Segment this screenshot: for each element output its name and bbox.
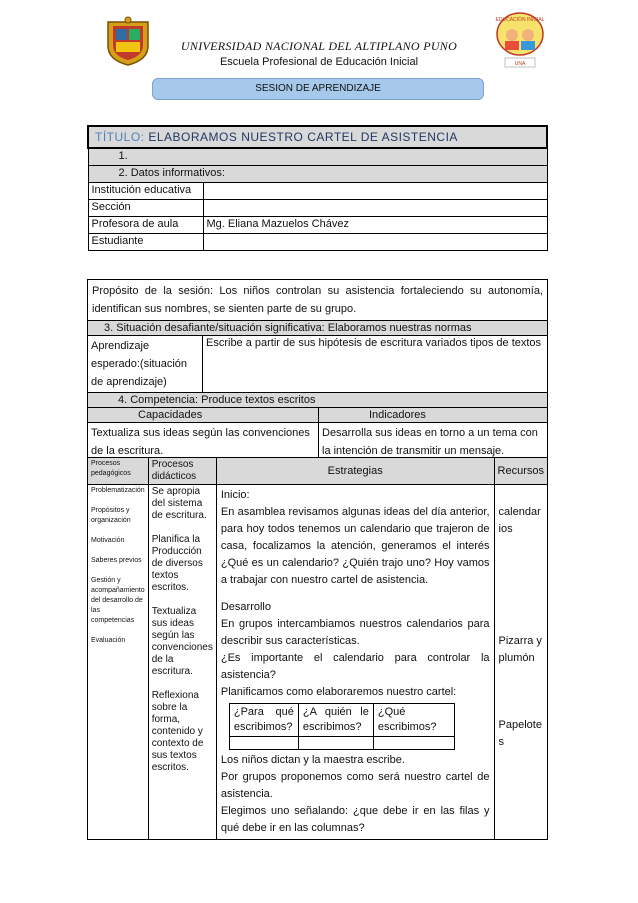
capacities-value: Textualiza sus ideas según las convenciones de la escritura. <box>88 423 319 462</box>
resource-item: Pizarra y plumón <box>498 635 542 664</box>
ped-item: Saberes previos <box>91 557 142 564</box>
resources-cell <box>494 485 547 840</box>
capacities-header: Capacidades <box>88 408 319 423</box>
plan-col: ¿Para qué escribimos? <box>229 704 298 737</box>
info-value <box>203 183 547 200</box>
title-row <box>88 126 547 148</box>
pedagogical-processes-cell <box>88 485 149 840</box>
strategies-cell <box>216 485 494 840</box>
university-title: UNIVERSIDAD NACIONAL DEL ALTIPLANO PUNO <box>180 39 458 53</box>
indicators-header: Indicadores <box>319 408 548 423</box>
expected-value: Escribe a partir de sus hipótesis de escritura variados tipos de textos <box>203 336 548 393</box>
groups-paragraph: Por grupos proponemos como será nuestro cartel de asistencia. <box>220 771 490 800</box>
info-label: Sección <box>88 200 203 217</box>
session-banner: SESION DE APRENDIZAJE <box>152 78 484 100</box>
plan-col: ¿A quién le escribimos? <box>298 704 373 737</box>
info-label: Profesora de aula <box>88 217 203 234</box>
did-item: Planifica la Producción de diversos textos escritos. <box>151 534 203 593</box>
ped-item: Problematización <box>91 487 145 494</box>
info-value <box>203 234 547 251</box>
ped-item: Propósitos y organización <box>91 507 131 524</box>
header-procesos-didacticos: Procesos didácticos <box>148 458 216 485</box>
info-row <box>88 200 547 217</box>
strategy-table <box>87 457 548 840</box>
info-row <box>88 183 547 200</box>
info-label: Estudiante <box>88 234 203 251</box>
resource-item: calendarios <box>498 506 541 535</box>
dictation-paragraph: Los niños dictan y la maestra escribe. <box>220 754 405 766</box>
title-label: TÍTULO: <box>95 130 145 144</box>
inicio-heading: Inicio: <box>220 489 250 501</box>
purpose-table <box>87 279 548 462</box>
did-item: Se apropia del sistema de escritura. <box>151 486 207 521</box>
item2: 2. Datos informativos: <box>88 166 547 183</box>
indicators-value: Desarrolla sus ideas en torno a un tema con la intención de transmitir un mensaje. <box>319 423 548 462</box>
info-value <box>203 200 547 217</box>
plan-empty-cell <box>373 737 454 750</box>
logo-text: EDUCACIÓN INICIAL <box>495 17 545 23</box>
didactic-processes-cell <box>148 485 216 840</box>
item1-row <box>88 148 547 166</box>
did-item: Textualiza sus ideas según las convenciones de la escritura. <box>151 606 213 677</box>
planning-paragraph: Planificamos como elaboraremos nuestro cartel: <box>220 686 457 698</box>
plan-empty-cell <box>229 737 298 750</box>
did-item: Reflexiona sobre la forma, contenido y contexto de sus textos escritos. <box>151 690 204 773</box>
question-paragraph: ¿Es importante el calendario para controlar la asistencia? <box>220 652 490 681</box>
ped-item: Motivación <box>91 537 125 544</box>
inicio-paragraph: En asamblea revisamos algunas ideas del día anterior, para hoy todos tenemos un calendario que trajeron de casa, focalizamos la atención, generamos el interés ¿Qué es un calendario? ¿Quién trajo uno? Hoy vamos a trabajar con nuestro cartel de asistencia. <box>220 506 490 586</box>
expected-label: Aprendizaje esperado:(situación de aprendizaje) <box>88 336 203 393</box>
item1: 1. <box>88 148 547 166</box>
planning-table <box>229 703 455 750</box>
resource-item: Papelotes <box>498 719 542 748</box>
item2-row <box>88 166 547 183</box>
plan-col: ¿Qué escribimos? <box>373 704 454 737</box>
info-row <box>88 217 547 234</box>
info-label: Institución educativa <box>88 183 203 200</box>
item3: 3. Situación desafiante/situación significativa: Elaboramos nuestras normas <box>88 321 548 336</box>
info-value: Mg. Eliana Mazuelos Chávez <box>203 217 547 234</box>
header-procesos-pedagogicos: Procesos pedagógicos <box>88 458 149 485</box>
logo-sub-text: UNA <box>514 61 526 67</box>
title-value: ELABORAMOS NUESTRO CARTEL DE ASISTENCIA <box>148 130 458 144</box>
info-row <box>88 234 547 251</box>
info-table <box>87 125 548 251</box>
ped-item: Gestión y acompañamiento del desarrollo de las competencias <box>91 577 145 624</box>
choose-paragraph: Elegimos uno señalando: ¿que debe ir en las filas y qué debe ir en las columnas? <box>220 805 490 834</box>
plan-empty-cell <box>298 737 373 750</box>
header-estrategias: Estrategias <box>216 458 494 485</box>
desarrollo-heading: Desarrollo <box>220 601 271 613</box>
item4: 4. Competencia: Produce textos escritos <box>88 393 548 408</box>
school-subtitle: Escuela Profesional de Educación Inicial <box>219 56 419 68</box>
header-recursos: Recursos <box>494 458 547 485</box>
desarrollo-paragraph: En grupos intercambiamos nuestros calendarios para describir sus características. <box>220 618 490 647</box>
ped-item: Evaluación <box>91 637 126 644</box>
purpose-text: Propósito de la sesión: Los niños controlan su asistencia fortaleciendo su autonomía, identifican sus nombres, se sienten parte de su grupo. <box>88 280 548 321</box>
